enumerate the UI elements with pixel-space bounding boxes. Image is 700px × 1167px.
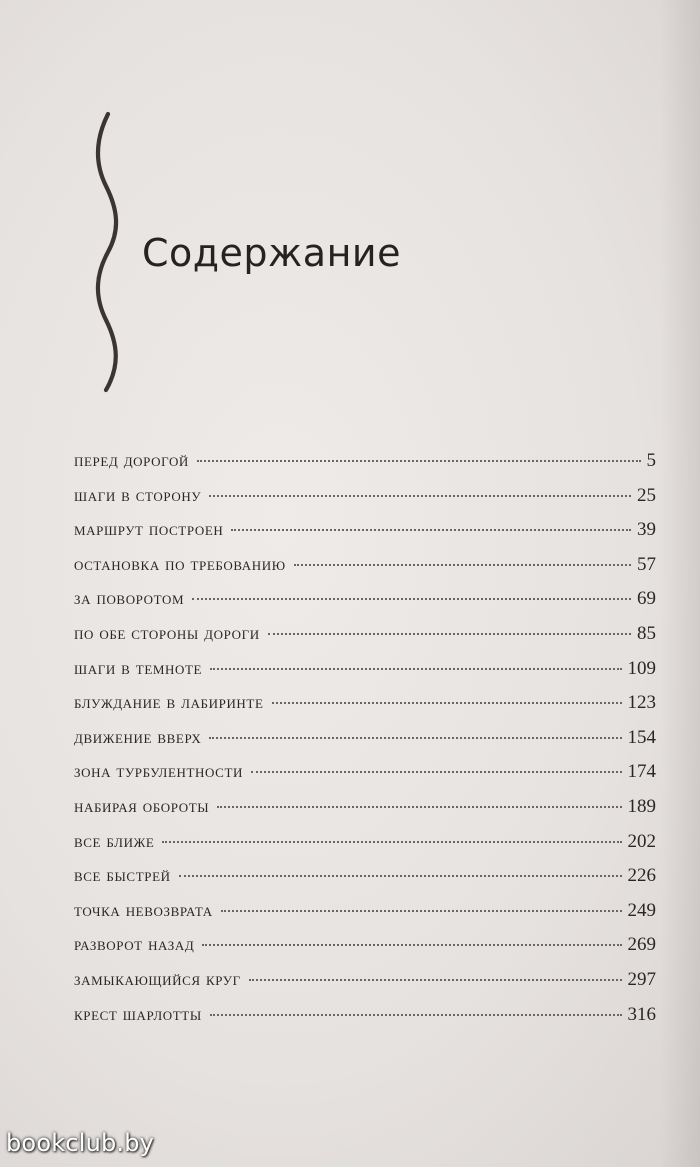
toc-entry-title: все ближе xyxy=(74,830,155,852)
toc-entry[interactable] xyxy=(74,727,656,762)
toc-entry-page: 202 xyxy=(627,830,656,852)
toc-entry-page: 5 xyxy=(646,450,656,471)
toc-entry[interactable] xyxy=(74,623,656,658)
toc-entry-page: 189 xyxy=(627,795,656,817)
toc-entry[interactable] xyxy=(74,1004,656,1039)
toc-leader-dots xyxy=(221,910,622,912)
toc-leader-dots xyxy=(209,737,621,739)
toc-leader-dots xyxy=(179,875,622,877)
toc-entry-page: 174 xyxy=(627,761,656,783)
toc-entry-page: 39 xyxy=(637,519,656,541)
toc-entry-page: 154 xyxy=(627,726,656,748)
toc-entry-title: крест шарлотты xyxy=(74,1003,202,1025)
toc-entry-title: все быстрей xyxy=(74,865,171,887)
toc-leader-dots xyxy=(231,529,631,531)
toc-entry-page: 25 xyxy=(637,484,656,506)
toc-entry-page: 69 xyxy=(637,588,656,610)
toc-entry-title: шаги в темноте xyxy=(74,657,203,679)
toc-entry[interactable] xyxy=(74,692,656,727)
toc-entry-title: точка невозврата xyxy=(74,899,213,921)
toc-entry-page: 226 xyxy=(627,865,656,887)
toc-entry[interactable] xyxy=(74,519,656,554)
toc-entry-title: остановка по требованию xyxy=(74,553,286,575)
page-edge-shadow xyxy=(660,0,700,1167)
toc-entry[interactable] xyxy=(74,761,656,796)
toc-entry[interactable] xyxy=(74,554,656,589)
toc-entry-title: блуждание в лабиринте xyxy=(74,692,264,714)
toc-entry[interactable] xyxy=(74,934,656,969)
toc-entry-page: 249 xyxy=(627,899,656,921)
toc-entry[interactable] xyxy=(74,831,656,866)
toc-leader-dots xyxy=(209,495,631,497)
toc-entry-title: набирая обороты xyxy=(74,795,210,817)
toc-entry-title: шаги в сторону xyxy=(74,484,202,506)
toc-leader-dots xyxy=(294,564,631,566)
toc-entry-title: замыкающийся круг xyxy=(74,968,241,990)
toc-entry-title: зона турбулентности xyxy=(74,761,243,783)
toc-entry[interactable] xyxy=(74,588,656,623)
toc-entry[interactable] xyxy=(74,969,656,1004)
watermark: bookclub.by xyxy=(6,1129,155,1157)
toc-leader-dots xyxy=(162,841,621,843)
wavy-line-icon xyxy=(86,100,146,400)
toc-entry[interactable] xyxy=(74,900,656,935)
toc-entry-page: 316 xyxy=(627,1003,656,1025)
toc-entry-title: за поворотом xyxy=(74,588,185,610)
toc-entry[interactable] xyxy=(74,796,656,831)
toc-leader-dots xyxy=(197,460,641,462)
toc-entry-title: разворот назад xyxy=(74,934,195,956)
toc-entry-page: 57 xyxy=(637,553,656,575)
toc-leader-dots xyxy=(268,633,631,635)
toc-leader-dots xyxy=(210,1014,622,1016)
toc-leader-dots xyxy=(210,668,621,670)
toc-entry-title: перед дорогой xyxy=(74,450,189,471)
toc-entry-page: 85 xyxy=(637,622,656,644)
toc-entry[interactable] xyxy=(74,485,656,520)
table-of-contents xyxy=(74,450,656,1038)
toc-leader-dots xyxy=(272,702,622,704)
toc-entry-title: движение вверх xyxy=(74,726,202,748)
toc-entry[interactable] xyxy=(74,658,656,693)
toc-entry-page: 123 xyxy=(627,692,656,714)
toc-entry-page: 269 xyxy=(627,934,656,956)
page-title: Содержание xyxy=(142,231,401,275)
toc-leader-dots xyxy=(217,806,621,808)
toc-entry-page: 297 xyxy=(627,968,656,990)
toc-leader-dots xyxy=(249,979,622,981)
toc-leader-dots xyxy=(202,944,621,946)
toc-entry[interactable] xyxy=(74,450,656,485)
toc-leader-dots xyxy=(251,771,622,773)
toc-entry-title: маршрут построен xyxy=(74,519,224,541)
toc-entry[interactable] xyxy=(74,865,656,900)
toc-entry-title: по обе стороны дороги xyxy=(74,622,260,644)
toc-entry-page: 109 xyxy=(627,657,656,679)
toc-leader-dots xyxy=(192,598,631,600)
